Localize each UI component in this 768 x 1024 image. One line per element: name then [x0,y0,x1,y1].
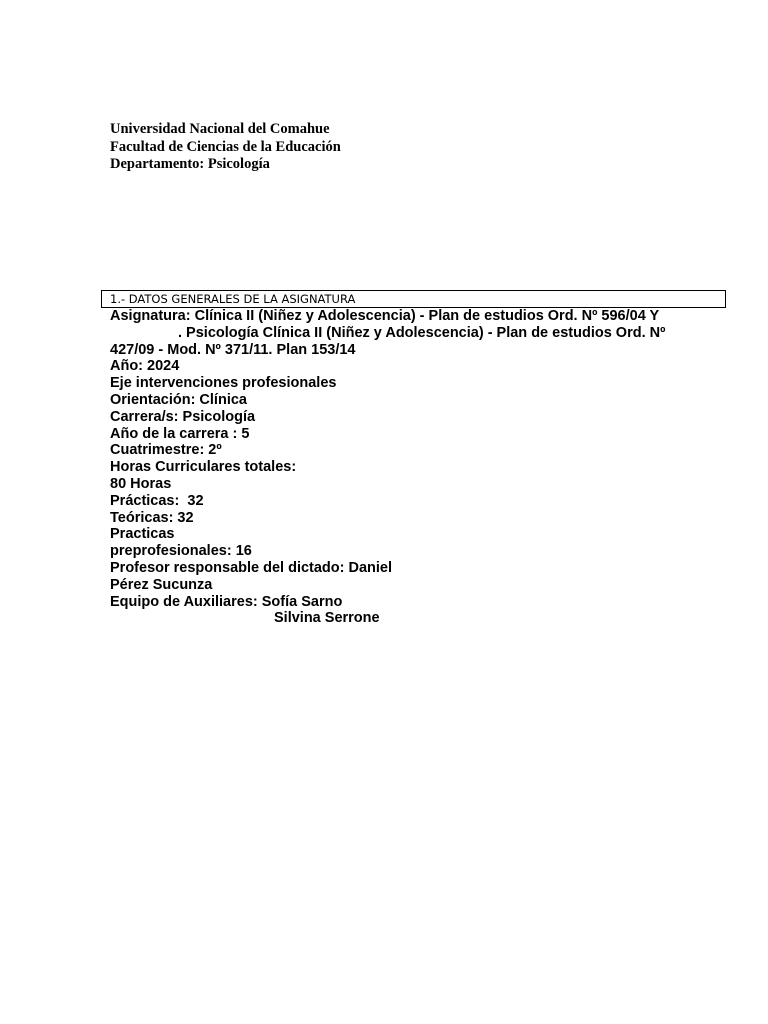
cuatrimestre-field: Cuatrimestre: 2º [110,442,222,459]
profesor-line-1: Profesor responsable del dictado: Daniel [110,559,393,576]
section-title-box: 1.- DATOS GENERALES DE LA ASIGNATURA [101,290,726,308]
faculty-name: Facultad de Ciencias de la Educación [110,138,341,155]
anio-carrera-field: Año de la carrera : 5 [110,425,250,442]
practicas-pre-line-1: Practicas [110,526,175,543]
university-name: Universidad Nacional del Comahue [110,121,330,137]
course-details [110,308,710,627]
anio-field: Año: 2024 [110,358,180,375]
document-header [110,121,341,174]
practicas-field: Prácticas: 32 [110,492,204,509]
asignatura-line-1: Asignatura: Clínica II (Niñez y Adolescencia) - Plan de estudios Ord. Nº 596/04 Y [110,308,660,324]
profesor-line-2: Pérez Sucunza [110,576,213,593]
carrera-field: Carrera/s: Psicología [110,408,256,425]
eje-field: Eje intervenciones profesionales [110,375,337,392]
practicas-pre-line-2: preprofesionales: 16 [110,543,252,560]
teoricas-field: Teóricas: 32 [110,509,194,526]
auxiliares-line-1: Equipo de Auxiliares: Sofía Sarno [110,593,343,610]
horas-label: Horas Curriculares totales: [110,459,297,476]
asignatura-line-3: 427/09 - Mod. Nº 371/11. Plan 153/14 [110,341,356,358]
horas-value: 80 Horas [110,475,172,492]
department-name: Departamento: Psicología [110,156,270,172]
asignatura-line-2: . Psicología Clínica II (Niñez y Adolescencia) - Plan de estudios Ord. Nº [178,324,666,341]
orientacion-field: Orientación: Clínica [110,391,247,408]
auxiliares-line-2: Silvina Serrone [274,610,380,627]
